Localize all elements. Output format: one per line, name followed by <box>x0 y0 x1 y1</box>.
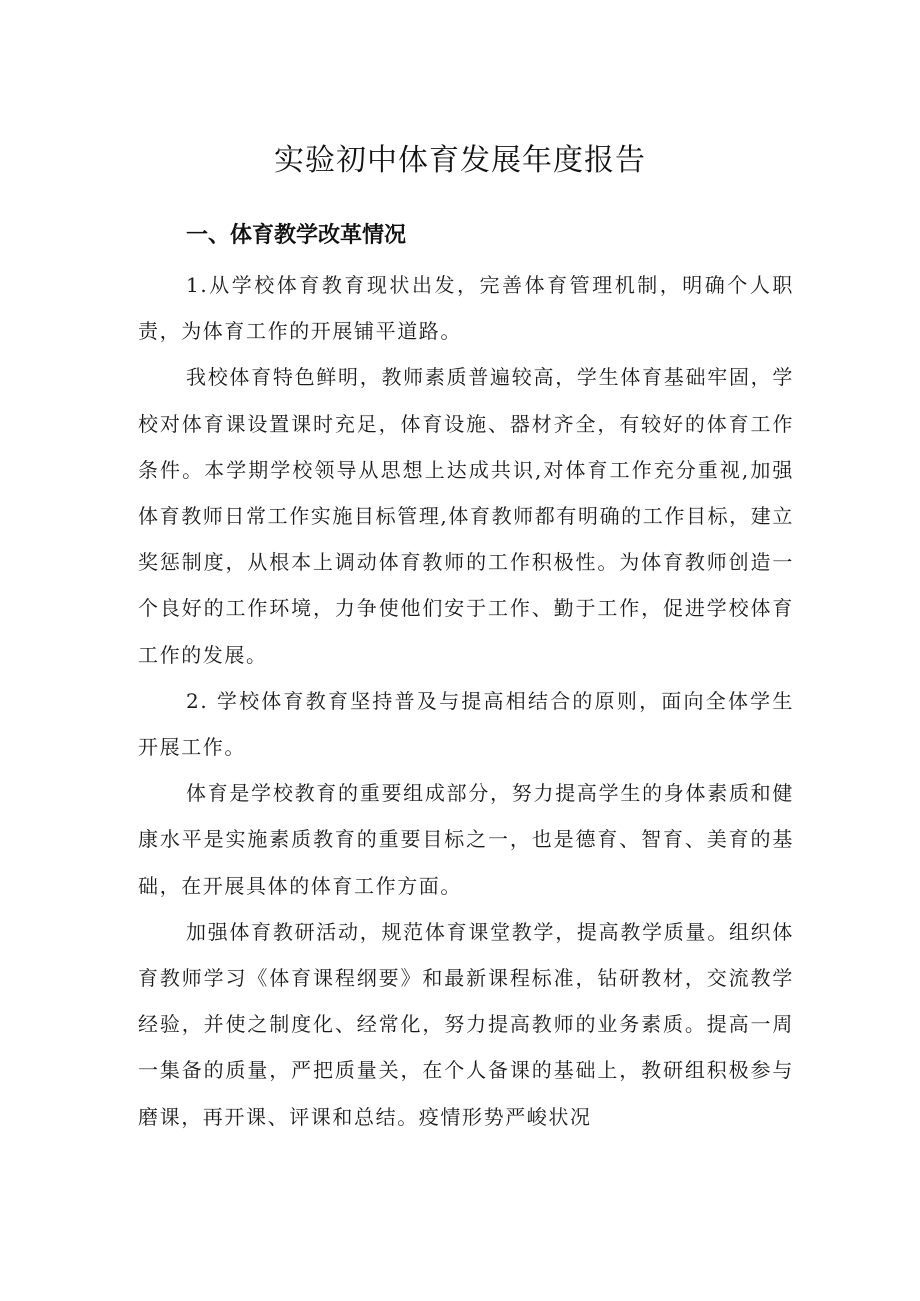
section-heading: 一、体育教学改革情况 <box>186 223 407 248</box>
document-body <box>138 214 794 1140</box>
document-title: 实验初中体育发展年度报告 <box>274 143 646 178</box>
paragraph-4: 体育是学校教育的重要组成部分，努力提高学生的身体素质和健康水平是实施素质教育的重要目标之一，也是德育、智育、美育的基础，在开展具体的体育工作方面。 <box>138 781 794 898</box>
paragraph-1: 1.从学校体育教育现状出发，完善体育管理机制，明确个人职责，为体育工作的开展铺平道路。 <box>138 273 794 344</box>
paragraph-5: 加强体育教研活动，规范体育课堂教学，提高教学质量。组织体育教师学习《体育课程纲要》和最新课程标准，钻研教材，交流教学经验，并使之制度化、经常化，努力提高教师的业务素质。提高一周一集备的质量，严把质量关，在个人备课的基础上，教研组积极参与磨课，再开课、评课和总结。疫情形势严峻状况 <box>138 919 794 1129</box>
paragraph-3: 2. 学校体育教育坚持普及与提高相结合的原则，面向全体学生开展工作。 <box>138 688 794 760</box>
paragraph-2: 我校体育特色鲜明，教师素质普遍较高，学生体育基础牢固，学校对体育课设置课时充足，体育设施、器材齐全，有较好的体育工作条件。本学期学校领导从思想上达成共识,对体育工作充分重视,加强体育教师日常工作实施目标管理,体育教师都有明确的工作目标，建立奖惩制度，从根本上调动体育教师的工作积极性。为体育教师创造一个良好的工作环境，力争使他们安于工作、勤于工作，促进学校体育工作的发展。 <box>138 365 794 667</box>
